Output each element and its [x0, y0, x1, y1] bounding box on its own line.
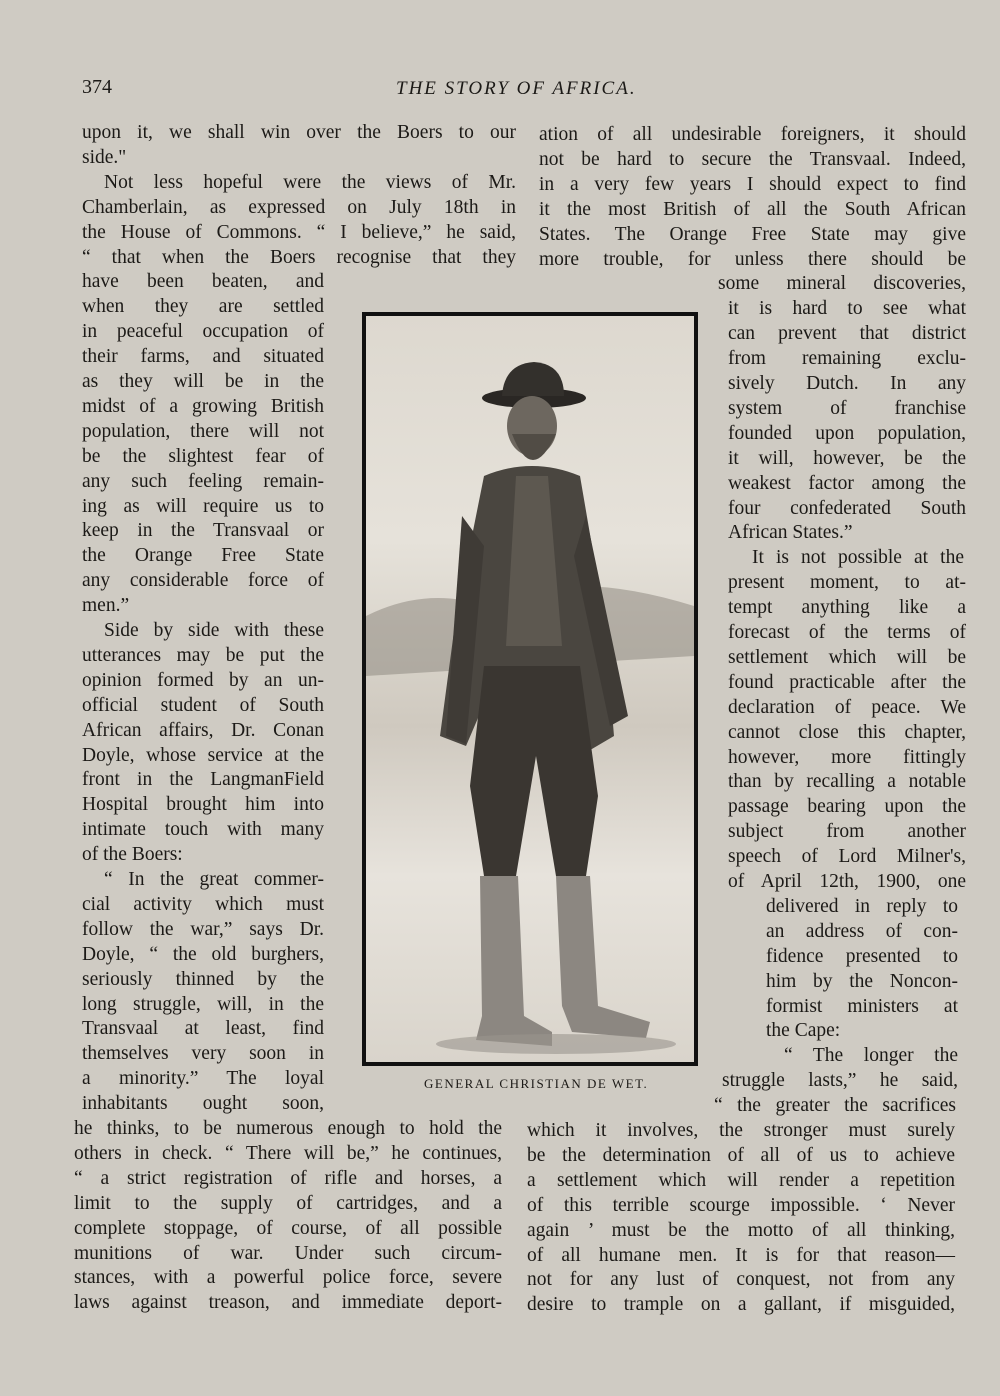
right-column-text-line: cannot close this chapter,: [728, 721, 966, 743]
left-column-text-line: the Orange Free State: [82, 545, 324, 567]
left-column-text-line: Chamberlain, as expressed on July 18th in: [82, 196, 516, 218]
left-column-text-line: Transvaal at least, find: [82, 1018, 324, 1040]
left-column-text-line: be the slightest fear of: [82, 445, 324, 467]
right-column-text-line: “ The longer the: [784, 1045, 958, 1067]
right-column-text-line: of all humane men. It is for that reason—: [527, 1244, 955, 1266]
left-column-text-line: limit to the supply of cartridges, and a: [74, 1192, 502, 1214]
right-column-text-line: passage bearing upon the: [728, 796, 966, 818]
right-column-text-line: declaration of peace. We: [728, 696, 966, 718]
right-column-text-line: found practicable after the: [728, 671, 966, 693]
right-column-text-line: delivered in reply to: [766, 895, 958, 917]
right-column-text-line: struggle lasts,” he said,: [722, 1070, 958, 1092]
left-column-text-line: ing as will require us to: [82, 495, 324, 517]
right-column-text-line: it is hard to see what: [728, 298, 966, 320]
right-column-text-line: sively Dutch. In any: [728, 373, 966, 394]
left-column-text-line: Side by side with these: [104, 620, 324, 641]
right-column-text-line: speech of Lord Milner's,: [728, 846, 966, 868]
left-column-text-line: long struggle, will, in the: [82, 993, 324, 1015]
left-column-text-line: “ In the great commer-: [104, 869, 324, 890]
left-column-text-line: he thinks, to be numerous enough to hold the: [74, 1118, 502, 1139]
right-column-text-line: some mineral discoveries,: [718, 273, 966, 295]
left-column-text-line: opinion formed by an un-: [82, 669, 324, 691]
left-column-text-line: themselves very soon in: [82, 1043, 324, 1065]
left-column-text-line: in peaceful occupation of: [82, 321, 324, 343]
left-column-text-line: a minority.” The loyal: [82, 1068, 324, 1090]
left-column-text-line: Doyle, “ the old burghers,: [82, 943, 324, 965]
portrait-photo: [362, 312, 698, 1066]
left-column-text-line: front in the LangmanField: [82, 769, 324, 791]
left-column-text-line: upon it, we shall win over the Boers to our: [82, 122, 516, 143]
right-column-text-line: founded upon population,: [728, 422, 966, 444]
left-column-text-line: any such feeling remain-: [82, 470, 324, 492]
right-column-text-line: of April 12th, 1900, one: [728, 871, 966, 892]
right-column-text-line: him by the Noncon-: [766, 970, 958, 992]
left-column-text-line: munitions of war. Under such circum-: [74, 1242, 502, 1264]
right-column-text-line: it will, however, be the: [728, 447, 966, 469]
right-column-text-line: of this terrible scourge impossible. ‘ Never: [527, 1194, 955, 1216]
right-column-text-line: than by recalling a notable: [728, 771, 966, 793]
left-column-text-line: African affairs, Dr. Conan: [82, 719, 324, 741]
right-column-text-line: settlement which will be: [728, 646, 966, 668]
left-column-text-line: cial activity which must: [82, 893, 324, 915]
right-column-text-line: present moment, to at-: [728, 572, 966, 594]
right-column-text-line: forecast of the terms of: [728, 622, 966, 643]
left-column-text-line: intimate touch with many: [82, 819, 324, 841]
right-column-text-line: again ’ must be the motto of all thinking,: [527, 1219, 955, 1241]
left-column-text-line: side.": [82, 146, 127, 168]
portrait-figure-icon: [366, 316, 694, 1062]
left-column-text-line: as they will be in the: [82, 371, 324, 392]
right-column-text-line: formist ministers at: [766, 995, 958, 1017]
right-column-text-line: “ the greater the sacrifices: [714, 1095, 956, 1117]
left-column-text-line: others in check. “ There will be,” he continues,: [74, 1142, 502, 1164]
left-column-text-line: “ that when the Boers recognise that they: [82, 246, 516, 268]
right-column-text-line: It is not possible at the: [752, 547, 964, 569]
left-column-text-line: Doyle, whose service at the: [82, 744, 324, 766]
right-column-text-line: States. The Orange Free State may give: [539, 223, 966, 245]
left-column-text-line: men.”: [82, 595, 130, 617]
left-column-text-line: keep in the Transvaal or: [82, 520, 324, 542]
right-column-text-line: tempt anything like a: [728, 597, 966, 619]
right-column-text-line: weakest factor among the: [728, 472, 966, 494]
left-column-text-line: when they are settled: [82, 296, 324, 318]
right-column-text-line: ation of all undesirable foreigners, it should: [539, 124, 966, 145]
left-column-text-line: inhabitants ought soon,: [82, 1093, 324, 1115]
left-column-text-line: population, there will not: [82, 420, 324, 442]
running-header: THE STORY OF AFRICA.: [396, 78, 637, 99]
right-column-text-line: not for any lust of conquest, not from any: [527, 1269, 955, 1291]
left-column-text-line: have been beaten, and: [82, 271, 324, 293]
left-column-text-line: seriously thinned by the: [82, 968, 324, 990]
left-column-text-line: of the Boers:: [82, 844, 183, 866]
right-column-text-line: African States.”: [728, 522, 853, 544]
right-column-text-line: the Cape:: [766, 1020, 841, 1042]
right-column-text-line: subject from another: [728, 821, 966, 843]
right-column-text-line: more trouble, for unless there should be: [539, 248, 966, 270]
left-column-text-line: midst of a growing British: [82, 395, 324, 417]
right-column-text-line: in a very few years I should expect to find: [539, 173, 966, 195]
right-column-text-line: not be hard to secure the Transvaal. Indeed,: [539, 148, 966, 170]
right-column-text-line: fidence presented to: [766, 945, 958, 967]
left-column-text-line: Hospital brought him into: [82, 794, 324, 816]
right-column-text-line: four confederated South: [728, 497, 966, 519]
right-column-text-line: an address of con-: [766, 920, 958, 942]
page-number: 374: [82, 76, 112, 98]
right-column-text-line: system of franchise: [728, 397, 966, 419]
right-column-text-line: from remaining exclu-: [728, 348, 966, 370]
left-column-text-line: their farms, and situated: [82, 346, 324, 368]
right-column-text-line: can prevent that district: [728, 323, 966, 345]
left-column-text-line: follow the war,” says Dr.: [82, 918, 324, 940]
left-column-text-line: official student of South: [82, 694, 324, 716]
left-column-text-line: complete stoppage, of course, of all possible: [74, 1217, 502, 1239]
right-column-text-line: it the most British of all the South African: [539, 198, 966, 220]
right-column-text-line: however, more fittingly: [728, 746, 966, 768]
right-column-text-line: be the determination of all of us to achieve: [527, 1144, 955, 1166]
left-column-text-line: any considerable force of: [82, 570, 324, 592]
left-column-text-line: Not less hopeful were the views of Mr.: [104, 171, 516, 193]
left-column-text-line: utterances may be put the: [82, 644, 324, 666]
right-column-text-line: a settlement which will render a repetition: [527, 1169, 955, 1191]
left-column-text-line: laws against treason, and immediate deport-: [74, 1292, 502, 1314]
right-column-text-line: which it involves, the stronger must surely: [527, 1120, 955, 1141]
photo-caption: GENERAL CHRISTIAN DE WET.: [424, 1076, 649, 1091]
left-column-text-line: the House of Commons. “ I believe,” he said,: [82, 221, 516, 243]
left-column-text-line: “ a strict registration of rifle and horses, a: [74, 1167, 502, 1189]
left-column-text-line: stances, with a powerful police force, severe: [74, 1267, 502, 1289]
right-column-text-line: desire to trample on a gallant, if misguided,: [527, 1294, 955, 1316]
